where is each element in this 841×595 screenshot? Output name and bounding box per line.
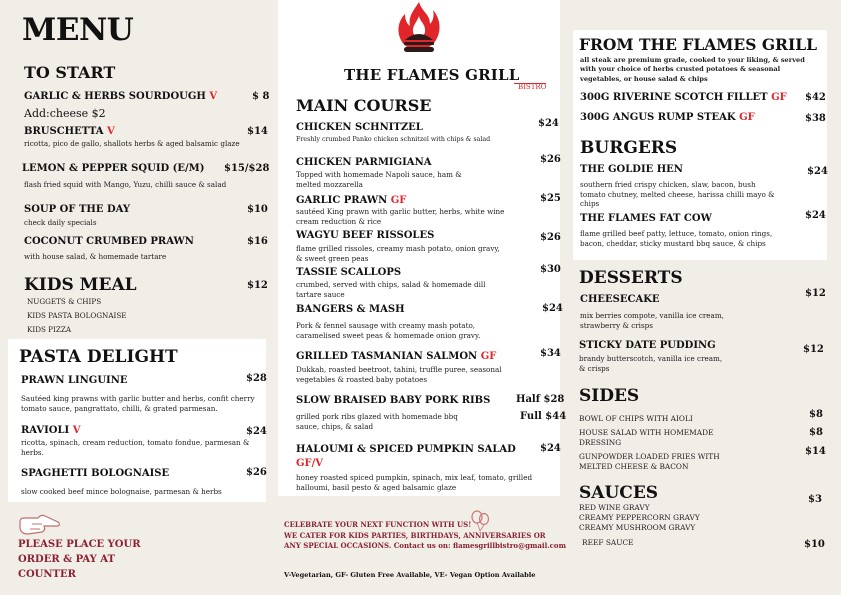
menu-item-wagyu-rissoles: WAGYU BEEF RISSOLES bbox=[296, 230, 435, 241]
menu-item-sticky-date: STICKY DATE PUDDING bbox=[579, 340, 716, 351]
price-schnitzel: $24 bbox=[538, 118, 559, 129]
flame-burger-logo-icon bbox=[396, 2, 442, 64]
price-prawn-linguine: $28 bbox=[246, 373, 267, 384]
to-start-heading: TO START bbox=[24, 63, 116, 82]
sides-heading: SIDES bbox=[579, 386, 640, 406]
price-rump-steak: $38 bbox=[805, 113, 826, 124]
desc-bangers-mash: Pork & fennel sausage with creamy mash potato, caramelised sweet peas & homemade onion gravy. bbox=[296, 321, 481, 340]
menu-item-parmigiana: CHICKEN PARMIGIANA bbox=[296, 157, 432, 168]
price-wagyu-rissoles: $26 bbox=[540, 232, 561, 243]
price-goldie-hen: $24 bbox=[807, 166, 828, 177]
menu-item-spaghetti: SPAGHETTI BOLOGNAISE bbox=[21, 468, 170, 479]
side-house-salad: HOUSE SALAD WITH HOMEMADE DRESSING bbox=[579, 428, 714, 447]
desserts-heading: DESSERTS bbox=[579, 268, 683, 288]
price-bruschetta: $14 bbox=[247, 126, 268, 137]
menu-item-scotch-fillet: 300G RIVERINE SCOTCH FILLET GF bbox=[580, 92, 787, 103]
side-chips: BOWL OF CHIPS WITH AIOLI bbox=[579, 414, 693, 423]
menu-item-schnitzel: CHICKEN SCHNITZEL bbox=[296, 122, 423, 133]
price-coconut-prawn: $16 bbox=[247, 236, 268, 247]
kids-item: KIDS PASTA BOLOGNAISE bbox=[27, 311, 127, 320]
price-side-house-salad: $8 bbox=[809, 427, 823, 438]
price-reef-sauce: $10 bbox=[804, 539, 825, 550]
menu-item-ravioli: RAVIOLI V bbox=[21, 425, 81, 436]
price-spaghetti: $26 bbox=[246, 467, 267, 478]
pointing-hand-icon bbox=[18, 512, 62, 538]
menu-item-pork-ribs: SLOW BRAISED BABY PORK RIBS bbox=[296, 395, 491, 406]
order-at-counter-note: PLEASE PLACE YOUR ORDER & PAY AT COUNTER bbox=[18, 539, 141, 580]
price-side-loaded-fries: $14 bbox=[805, 446, 826, 457]
grill-desc: all steak are premium grade, cooked to your liking, & served with your choice of herbs crusted potatoes & seasonal vegetables, or house salad & chips bbox=[580, 56, 805, 83]
dietary-legend: V-Vegetarian, GF- Gluten Free Available, VE- Vegan Option Available bbox=[284, 571, 536, 579]
price-squid: $15/$28 bbox=[224, 163, 270, 174]
desc-parmigiana: Topped with homemade Napoli sauce, ham & melted mozzarella bbox=[296, 170, 462, 189]
desc-spaghetti: slow cooked beef mince bolognaise, parmesan & herbs bbox=[21, 487, 222, 496]
price-soup: $10 bbox=[247, 204, 268, 215]
menu-item-prawn-linguine: PRAWN LINGUINE bbox=[21, 375, 128, 386]
menu-item-garlic-sourdough: GARLIC & HERBS SOURDOUGH V bbox=[24, 91, 218, 102]
price-ravioli: $24 bbox=[246, 426, 267, 437]
functions-note: CELEBRATE YOUR NEXT FUNCTION WITH US! WE CATER FOR KIDS PARTIES, BIRTHDAYS, ANNIVERSARIES OR ANY SPECIAL OCCASIONS. Contact us on: flamesgrillbistro@gmail.com bbox=[284, 520, 567, 550]
desc-tassie-scallops: crumbed, served with chips, salad & homemade dill tartare sauce bbox=[296, 280, 486, 299]
menu-item-soup: SOUP OF THE DAY bbox=[24, 204, 131, 215]
kids-item: NUGGETS & CHIPS bbox=[27, 297, 102, 306]
sauce-item: CREAMY PEPPERCORN GRAVY bbox=[579, 513, 700, 522]
sauces-heading: SAUCES bbox=[579, 483, 659, 503]
desc-goldie-hen: southern fried crispy chicken, slaw, bacon, bush tomato chutney, melted cheese, harissa chilli mayo & chips bbox=[580, 180, 775, 208]
grill-panel bbox=[573, 30, 827, 260]
desc-pork-ribs: grilled pork ribs glazed with homemade bbq sauce, chips, & salad bbox=[296, 412, 458, 431]
menu-item-haloumi-salad: HALOUMI & SPICED PUMPKIN SALAD bbox=[296, 444, 516, 455]
desc-wagyu-rissoles: flame grilled rissoles, creamy mash potato, onion gravy, & sweet green peas bbox=[296, 244, 500, 263]
menu-item-goldie-hen: THE GOLDIE HEN bbox=[580, 164, 683, 175]
desc-sticky-date: brandy butterscotch, vanilla ice cream, & crisps bbox=[579, 354, 723, 373]
sauce-item: CREAMY MUSHROOM GRAVY bbox=[579, 523, 696, 532]
price-sticky-date: $12 bbox=[803, 344, 824, 355]
burgers-heading: BURGERS bbox=[580, 138, 678, 158]
side-loaded-fries: GUNPOWDER LOADED FRIES WITH MELTED CHEESE & BACON bbox=[579, 452, 720, 471]
menu-item-fat-cow: THE FLAMES FAT COW bbox=[580, 213, 712, 224]
price-pork-ribs-full: Full $44 bbox=[520, 411, 567, 422]
desc-fat-cow: flame grilled beef patty, lettuce, tomato, onion rings, bacon, cheddar, sticky mustard bbq sauce, & chips bbox=[580, 229, 773, 248]
kids-item: KIDS PIZZA bbox=[27, 325, 72, 334]
main-course-heading: MAIN COURSE bbox=[296, 96, 432, 115]
menu-item-bangers-mash: BANGERS & MASH bbox=[296, 304, 405, 315]
tag-haloumi-salad: GF/V bbox=[296, 458, 324, 469]
menu-item-salmon: GRILLED TASMANIAN SALMON GF bbox=[296, 351, 497, 362]
desc-salmon: Dukkah, roasted beetroot, tahini, truffle puree, seasonal vegetables & roasted baby potatoes bbox=[296, 365, 502, 384]
price-pork-ribs-half: Half $28 bbox=[516, 394, 565, 405]
menu-item-coconut-prawn: COCONUT CRUMBED PRAWN bbox=[24, 236, 194, 247]
desc-garlic-prawn: sautéed King prawn with garlic butter, herbs, white wine cream reduction & rice bbox=[296, 207, 505, 226]
desc-squid: flash fried squid with Mango, Yuzu, chilli sauce & salad bbox=[24, 180, 227, 189]
menu-item-rump-steak: 300G ANGUS RUMP STEAK GF bbox=[580, 112, 755, 123]
desc-bruschetta: ricotta, pico de gallo, shallots herbs & aged balsamic glaze bbox=[24, 139, 240, 148]
add-cheese: Add:cheese $2 bbox=[24, 107, 106, 120]
grill-heading: FROM THE FLAMES GRILL bbox=[579, 35, 817, 54]
kids-meal-heading: KIDS MEAL bbox=[24, 275, 137, 295]
balloons-icon bbox=[468, 508, 492, 532]
sauce-item: RED WINE GRAVY bbox=[579, 503, 650, 512]
price-haloumi-salad: $24 bbox=[540, 443, 561, 454]
desc-haloumi-salad: honey roasted spiced pumpkin, spinach, mix leaf, tomato, grilled halloumi, basil pesto & aged balsamic glaze bbox=[296, 473, 533, 492]
desc-ravioli: ricotta, spinach, cream reduction, tomato fondue, parmesan & herbs. bbox=[21, 438, 250, 457]
price-fat-cow: $24 bbox=[805, 210, 826, 221]
price-parmigiana: $26 bbox=[540, 154, 561, 165]
desc-soup: check daily specials bbox=[24, 218, 97, 227]
price-garlic-sourdough: $ 8 bbox=[252, 91, 270, 102]
desc-coconut-prawn: with house salad, & homemade tartare bbox=[24, 252, 167, 261]
pasta-panel bbox=[8, 339, 266, 502]
price-kids-meal: $12 bbox=[247, 280, 268, 291]
pasta-heading: PASTA DELIGHT bbox=[19, 347, 178, 367]
desc-prawn-linguine: Sautéed king prawns with garlic butter and herbs, confit cherry tomato sauce, pangrattato, chilli, & grated parmesan. bbox=[21, 394, 255, 413]
brand-sub: BISTRO bbox=[518, 83, 547, 91]
menu-item-bruschetta: BRUSCHETTA V bbox=[24, 126, 115, 137]
price-sauces: $3 bbox=[808, 494, 822, 505]
menu-title: MENU bbox=[22, 12, 134, 48]
price-cheesecake: $12 bbox=[805, 288, 826, 299]
price-bangers-mash: $24 bbox=[542, 303, 563, 314]
reef-sauce: REEF SAUCE bbox=[582, 538, 634, 547]
menu-item-garlic-prawn: GARLIC PRAWN GF bbox=[296, 195, 407, 206]
menu-item-tassie-scallops: TASSIE SCALLOPS bbox=[296, 267, 402, 278]
desc-cheesecake: mix berries compote, vanilla ice cream, strawberry & crisps bbox=[580, 311, 724, 330]
price-tassie-scallops: $30 bbox=[540, 264, 561, 275]
desc-schnitzel: Freshly crumbed Panko chicken schnitzel with chips & salad bbox=[296, 136, 491, 143]
price-garlic-prawn: $25 bbox=[540, 193, 561, 204]
price-side-chips: $8 bbox=[809, 409, 823, 420]
menu-item-squid: LEMON & PEPPER SQUID (E/M) bbox=[22, 163, 205, 174]
price-scotch-fillet: $42 bbox=[805, 92, 826, 103]
price-salmon: $34 bbox=[540, 348, 561, 359]
menu-item-cheesecake: CHEESECAKE bbox=[580, 294, 660, 305]
main-course-panel bbox=[278, 0, 567, 496]
brand-name: THE FLAMES GRILL bbox=[344, 66, 520, 84]
